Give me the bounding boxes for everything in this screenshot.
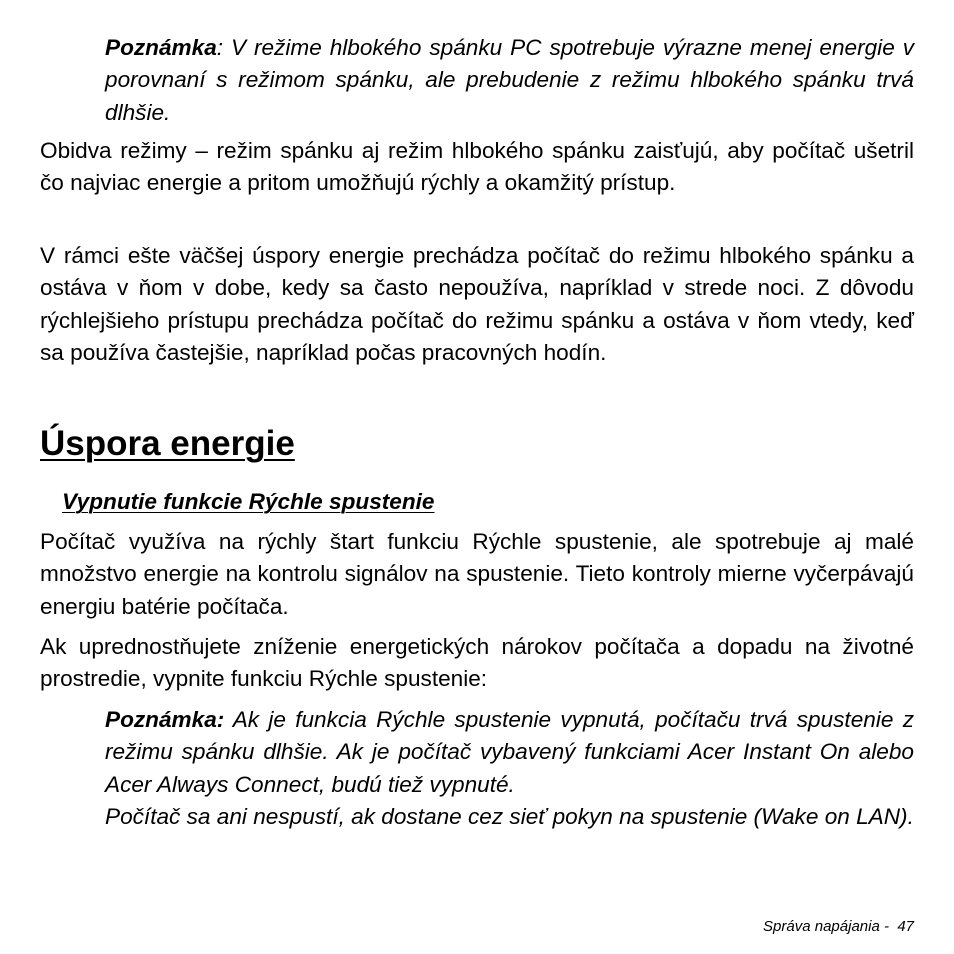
page-number: 47 bbox=[897, 918, 914, 935]
paragraph-hibernation-usage: V rámci ešte väčšej úspory energie prechádza počítač do režimu hlbokého spánku a ostáva v ňom v dobe, kedy sa často nepoužíva, napríklad v strede noci. Z dôvodu rýchlejšieho prístupu prechádza počítač do režimu spánku a ostáva v ňom vtedy, keď sa používa častejšie, napríklad počas pracovných hodín. bbox=[40, 243, 914, 365]
note-fast-startup bbox=[105, 704, 914, 801]
subsection-heading: Vypnutie funkcie Rýchle spustenie bbox=[62, 489, 435, 514]
note-hibernation bbox=[105, 32, 914, 129]
note-text: : V režime hlbokého spánku PC spotrebuje výrazne menej energie v porovnaní s režimom spánku, ale prebudenie z režimu hlbokého spánku trvá dlhšie. bbox=[105, 35, 914, 125]
footer-section-title: Správa napájania - bbox=[763, 918, 889, 935]
note-label: Poznámka bbox=[105, 35, 217, 60]
page-footer bbox=[763, 916, 914, 938]
note-wake-on-lan: Počítač sa ani nespustí, ak dostane cez sieť pokyn na spustenie (Wake on LAN). bbox=[105, 804, 914, 829]
paragraph-fast-startup: Počítač využíva na rýchly štart funkciu Rýchle spustenie, ale spotrebuje aj malé množstvo energie na kontrolu signálov na spustenie. Tieto kontroly mierne vyčerpávajú energiu batérie počítača. bbox=[40, 529, 914, 619]
note-label: Poznámka: bbox=[105, 707, 225, 732]
paragraph-disable-instruction: Ak uprednostňujete zníženie energetických nárokov počítača a dopadu na životné prostredie, vypnite funkciu Rýchle spustenie: bbox=[40, 634, 914, 692]
note-text: Ak je funkcia Rýchle spustenie vypnutá, počítaču trvá spustenie z režimu spánku dlhšie. Ak je počítač vybavený funkciami Acer Instant On alebo Acer Always Connect, budú tiež vypnuté. bbox=[105, 707, 914, 797]
paragraph-sleep-modes: Obidva režimy – režim spánku aj režim hlbokého spánku zaisťujú, aby počítač ušetril čo najviac energie a pritom umožňujú rýchly a okamžitý prístup. bbox=[40, 138, 914, 196]
section-heading: Úspora energie bbox=[40, 424, 295, 463]
